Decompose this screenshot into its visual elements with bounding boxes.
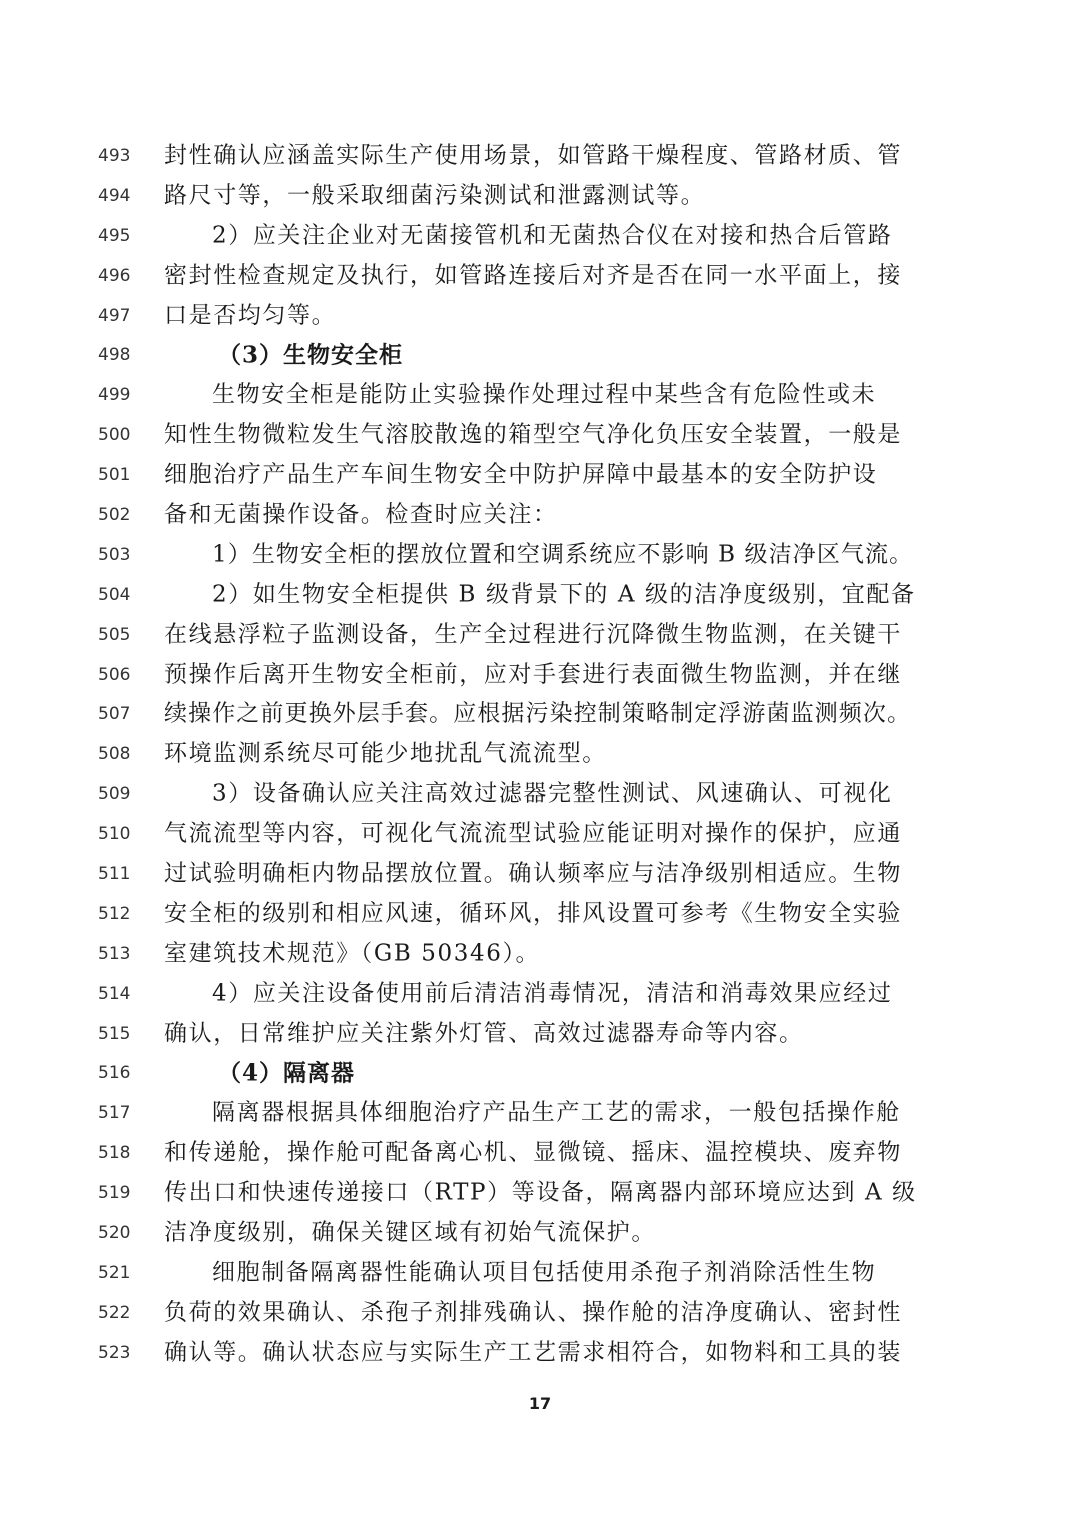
line-number: 518 [98,1143,131,1164]
line-number: 515 [98,1023,131,1044]
line-text: 1）生物安全柜的摆放位置和空调系统应不影响 B 级洁净区气流。 [212,541,914,568]
text-line [0,1213,1080,1253]
line-text: 预操作后离开生物安全柜前，应对手套进行表面微生物监测，并在继 [164,661,902,688]
line-text: 2）应关注企业对无菌接管机和无菌热合仪在对接和热合后管路 [212,222,893,249]
page-number: 17 [528,1394,552,1413]
text-line [0,854,1080,894]
line-number: 494 [98,185,131,206]
text-line [0,335,1080,375]
line-text: 知性生物微粒发生气溶胶散逸的箱型空气净化负压安全装置，一般是 [164,421,902,448]
line-number: 516 [98,1063,131,1084]
text-line [0,575,1080,615]
text-line [0,1053,1080,1093]
text-line [0,1133,1080,1173]
text-line [0,1293,1080,1333]
text-body [0,136,1080,1373]
section-heading: （4）隔离器 [218,1059,356,1087]
line-number: 512 [98,903,131,924]
line-text: 洁净度级别，确保关键区域有初始气流保护。 [164,1219,656,1246]
text-line [0,535,1080,575]
line-text: 和传递舱，操作舱可配备离心机、显微镜、摇床、温控模块、废弃物 [164,1139,902,1166]
text-line [0,894,1080,934]
line-text: 确认，日常维护应关注紫外灯管、高效过滤器寿命等内容。 [164,1020,804,1047]
line-number: 495 [98,225,131,246]
section-heading: （3）生物安全柜 [218,341,404,369]
text-line [0,1093,1080,1133]
line-number: 521 [98,1262,131,1283]
line-text: 隔离器根据具体细胞治疗产品生产工艺的需求，一般包括操作舱 [212,1099,901,1126]
text-line [0,974,1080,1014]
text-line [0,1333,1080,1373]
line-text: 生物安全柜是能防止实验操作处理过程中某些含有危险性或未 [212,381,877,408]
line-text: 2）如生物安全柜提供 B 级背景下的 A 级的洁净度级别，宜配备 [212,581,916,608]
text-line [0,1173,1080,1213]
line-number: 514 [98,983,131,1004]
line-text: 密封性检查规定及执行，如管路连接后对齐是否在同一水平面上，接 [164,262,902,289]
line-text: 环境监测系统尽可能少地扰乱气流流型。 [164,740,607,767]
line-number: 498 [98,345,131,366]
line-number: 519 [98,1183,131,1204]
line-number: 511 [98,863,131,884]
text-line [0,734,1080,774]
text-line [0,814,1080,854]
line-text: 细胞制备隔离器性能确认项目包括使用杀孢子剂消除活性生物 [212,1259,877,1286]
text-line [0,1253,1080,1293]
line-text: 传出口和快速传递接口（RTP）等设备，隔离器内部环境应达到 A 级 [164,1179,917,1206]
line-text: 路尺寸等，一般采取细菌污染测试和泄露测试等。 [164,182,706,209]
line-number: 520 [98,1222,131,1243]
line-number: 506 [98,664,131,685]
line-number: 510 [98,824,131,845]
line-number: 513 [98,943,131,964]
line-text: 口是否均匀等。 [164,302,337,328]
line-text: 3）设备确认应关注高效过滤器完整性测试、风速确认、可视化 [212,780,893,807]
line-number: 504 [98,584,131,605]
line-number: 496 [98,265,131,286]
line-text: 气流流型等内容，可视化气流流型试验应能证明对操作的保护，应通 [164,820,902,847]
text-line [0,694,1080,734]
line-number: 503 [98,544,131,565]
text-line [0,375,1080,415]
line-number: 493 [98,145,131,166]
line-number: 502 [98,504,131,525]
text-line [0,1014,1080,1054]
line-number: 507 [98,704,131,725]
line-number: 500 [98,425,131,446]
line-text: 细胞治疗产品生产车间生物安全中防护屏障中最基本的安全防护设 [164,461,878,488]
line-text: 过试验明确柜内物品摆放位置。确认频率应与洁净级别相适应。生物 [164,860,902,887]
text-line [0,615,1080,655]
text-line [0,774,1080,814]
line-number: 499 [98,385,131,406]
line-number: 505 [98,624,131,645]
line-number: 509 [98,784,131,805]
line-number: 497 [98,305,131,326]
text-line [0,655,1080,695]
text-line [0,256,1080,296]
line-text: 在线悬浮粒子监测设备，生产全过程进行沉降微生物监测，在关键干 [164,621,902,648]
line-text: 4）应关注设备使用前后清洁消毒情况，清洁和消毒效果应经过 [212,980,893,1007]
line-text: 确认等。确认状态应与实际生产工艺需求相符合，如物料和工具的装 [164,1339,902,1366]
text-line [0,455,1080,495]
line-number: 523 [98,1342,131,1363]
line-number: 517 [98,1103,131,1124]
text-line [0,296,1080,336]
line-text: 安全柜的级别和相应风速，循环风，排风设置可参考《生物安全实验 [164,900,902,927]
text-line [0,415,1080,455]
line-number: 501 [98,465,131,486]
line-text: 备和无菌操作设备。检查时应关注： [164,501,558,528]
text-line [0,176,1080,216]
line-text: 负荷的效果确认、杀孢子剂排残确认、操作舱的洁净度确认、密封性 [164,1299,902,1326]
line-number: 508 [98,744,131,765]
text-line [0,495,1080,535]
line-text: 封性确认应涵盖实际生产使用场景，如管路干燥程度、管路材质、管 [164,142,902,169]
text-line [0,934,1080,974]
line-text: 续操作之前更换外层手套。应根据污染控制策略制定浮游菌监测频次。 [164,700,912,727]
text-line [0,216,1080,256]
text-line [0,136,1080,176]
line-text: 室建筑技术规范》（GB 50346）。 [164,940,541,967]
line-number: 522 [98,1302,131,1323]
